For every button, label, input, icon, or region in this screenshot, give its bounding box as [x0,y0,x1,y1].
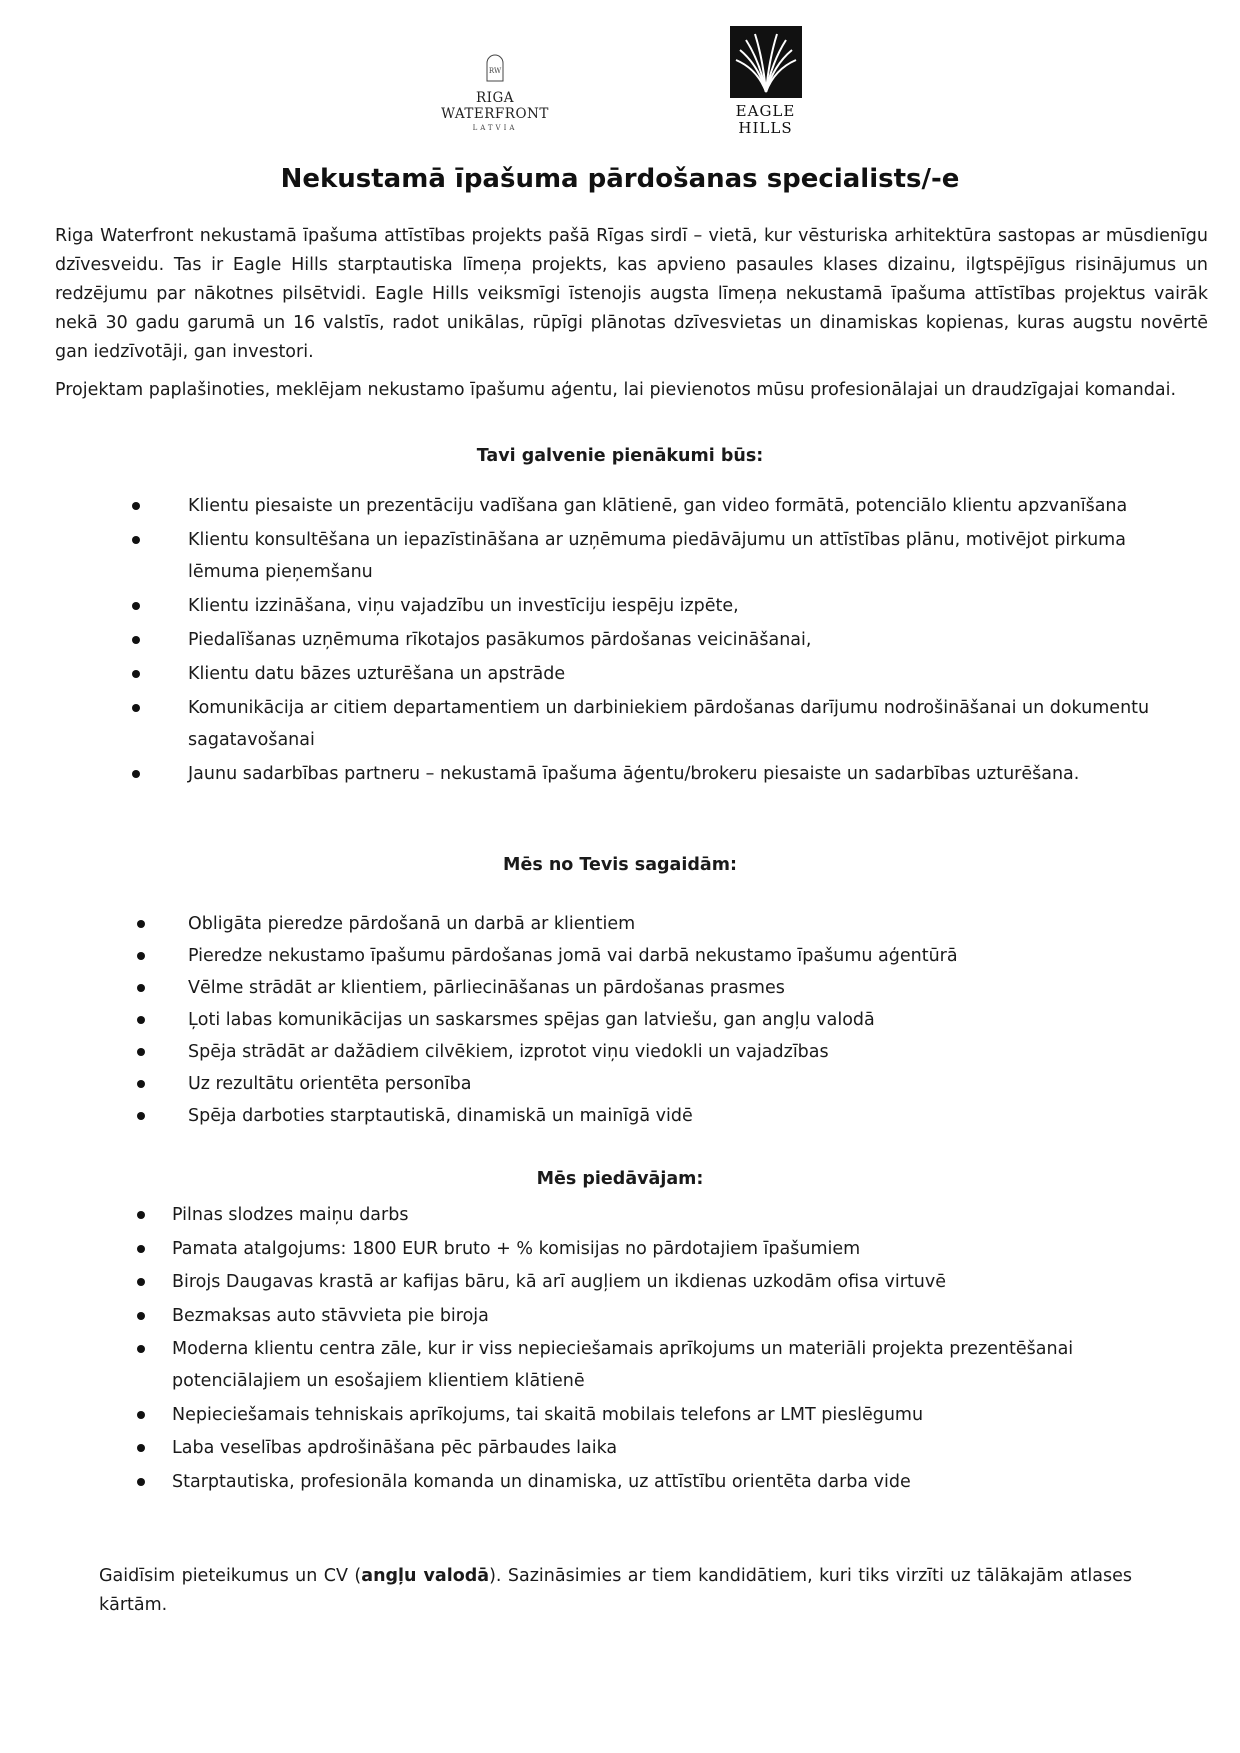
bullet-icon [137,1211,145,1219]
bullet-icon [137,1411,145,1419]
bullet-icon [137,1478,145,1486]
bullet-icon [132,502,140,510]
list-item: Klientu izzināšana, viņu vajadzību un investīciju iespēju izpēte, [188,590,1198,622]
bullet-icon [137,1312,145,1320]
list-item: Komunikācija ar citiem departamentiem un darbiniekiem pārdošanas darījumu nodrošināšanai un dokumentu sagatavošanai [188,692,1198,756]
list-item: Nepieciešamais tehniskais aprīkojums, tai skaitā mobilais telefons ar LMT pieslēgumu [172,1399,1197,1431]
riga-waterfront-logo [420,54,570,132]
eagle-hills-wordmark-line1: EAGLE [735,102,796,120]
page-title: Nekustamā īpašuma pārdošanas specialists/-e [280,164,960,194]
list-item: Klientu datu bāzes uzturēšana un apstrāde [188,658,1198,690]
bullet-icon [137,1245,145,1253]
list-item: Moderna klientu centra zāle, kur ir viss nepieciešamais aprīkojums un materiāli projekta prezentēšanai potenciālajiem un esošajiem klientiem klātienē [172,1333,1197,1397]
bullet-icon [137,984,145,992]
offer-heading: Mēs piedāvājam: [536,1169,704,1189]
intro-paragraph: Riga Waterfront nekustamā īpašuma attīstības projekts pašā Rīgas sirdī – vietā, kur vēsturiska arhitektūra sastopas ar mūsdienīgu dzīvesveidu. Tas ir Eagle Hills starptautiska līmeņa projekts, kas apvieno pasaules klases dizainu, ilgtspējīgus risinājumus un redzējumu par nākotnes pilsētvidi. Eagle Hills veiksmīgi īstenojis augsta līmeņa nekustamā īpašuma attīstības projektus vairāk nekā 30 gadu garumā un 16 valstīs, radot unikālas, rūpīgi plānotas dzīvesvietas un dinamiskas kopienas, kuras augstu novērtē gan iedzīvotāji, gan investori. [55,226,1208,362]
riga-waterfront-emblem-icon [484,54,506,82]
list-item: Spēja strādāt ar dažādiem cilvēkiem, izprotot viņu viedokli un vajadzības [188,1036,1188,1068]
list-item: Piedalīšanas uzņēmuma rīkotajos pasākumos pārdošanas veicināšanai, [188,624,1198,656]
closing-emphasis: angļu valodā [361,1566,490,1586]
list-item: Pieredze nekustamo īpašumu pārdošanas jomā vai darbā nekustamo īpašumu aģentūrā [188,940,1188,972]
intro-paragraph-2: Projektam paplašinoties, meklējam nekustamo īpašumu aģentu, lai pievienotos mūsu profesionālajai un draudzīgajai komandai. [55,380,1177,400]
bullet-icon [137,1080,145,1088]
bullet-icon [132,770,140,778]
list-item: Pilnas slodzes maiņu darbs [172,1199,1197,1231]
duties-heading: Tavi galvenie pienākumi būs: [476,446,764,466]
expectations-list [188,908,1188,1132]
riga-waterfront-wordmark: RIGA WATERFRONT [441,90,549,122]
bullet-icon [137,952,145,960]
eagle-hills-wordmark-line2: HILLS [738,119,793,137]
list-item: Laba veselības apdrošināšana pēc pārbaudes laika [172,1432,1197,1464]
bullet-icon [132,536,140,544]
duties-list [188,490,1198,792]
bullet-icon [137,1444,145,1452]
bullet-icon [132,704,140,712]
bullet-icon [137,1016,145,1024]
bullet-icon [137,1048,145,1056]
list-item: Spēja darboties starptautiskā, dinamiskā un mainīgā vidē [188,1100,1188,1132]
bullet-icon [132,602,140,610]
list-item: Uz rezultātu orientēta personība [188,1068,1188,1100]
list-item: Ļoti labas komunikācijas un saskarsmes spējas gan latviešu, gan angļu valodā [188,1004,1188,1036]
list-item: Starptautiska, profesionāla komanda un dinamiska, uz attīstību orientēta darba vide [172,1466,1197,1498]
riga-waterfront-subtitle: LATVIA [472,124,518,132]
bullet-icon [137,920,145,928]
bullet-icon [132,636,140,644]
list-item: Klientu konsultēšana un iepazīstināšana ar uzņēmuma piedāvājumu un attīstības plānu, motivējot pirkuma lēmuma pieņemšanu [188,524,1198,588]
expectations-heading: Mēs no Tevis sagaidām: [503,855,737,875]
offer-list [172,1199,1197,1499]
bullet-icon [137,1278,145,1286]
svg-text:RW: RW [488,67,502,75]
list-item: Pamata atalgojums: 1800 EUR bruto + % komisijas no pārdotajiem īpašumiem [172,1233,1197,1265]
eagle-hills-logo [728,26,803,136]
list-item: Jaunu sadarbības partneru – nekustamā īpašuma āģentu/brokeru piesaiste un sadarbības uzturēšana. [188,758,1198,790]
list-item: Birojs Daugavas krastā ar kafijas bāru, kā arī augļiem un ikdienas uzkodām ofisa virtuvē [172,1266,1197,1298]
list-item: Vēlme strādāt ar klientiem, pārliecināšanas un pārdošanas prasmes [188,972,1188,1004]
bullet-icon [137,1112,145,1120]
list-item: Bezmaksas auto stāvvieta pie biroja [172,1300,1197,1332]
list-item: Klientu piesaiste un prezentāciju vadīšana gan klātienē, gan video formātā, potenciālo klientu apzvanīšana [188,490,1198,522]
bullet-icon [137,1345,145,1353]
closing-paragraph: Gaidīsim pieteikumus un CV (angļu valodā). Sazināsimies ar tiem kandidātiem, kuri tiks virzīti uz tālākajām atlases kārtām. [99,1566,1132,1615]
eagle-hills-emblem-icon [730,26,802,98]
list-item: Obligāta pieredze pārdošanā un darbā ar klientiem [188,908,1188,940]
logo-header [0,26,1240,136]
bullet-icon [132,670,140,678]
